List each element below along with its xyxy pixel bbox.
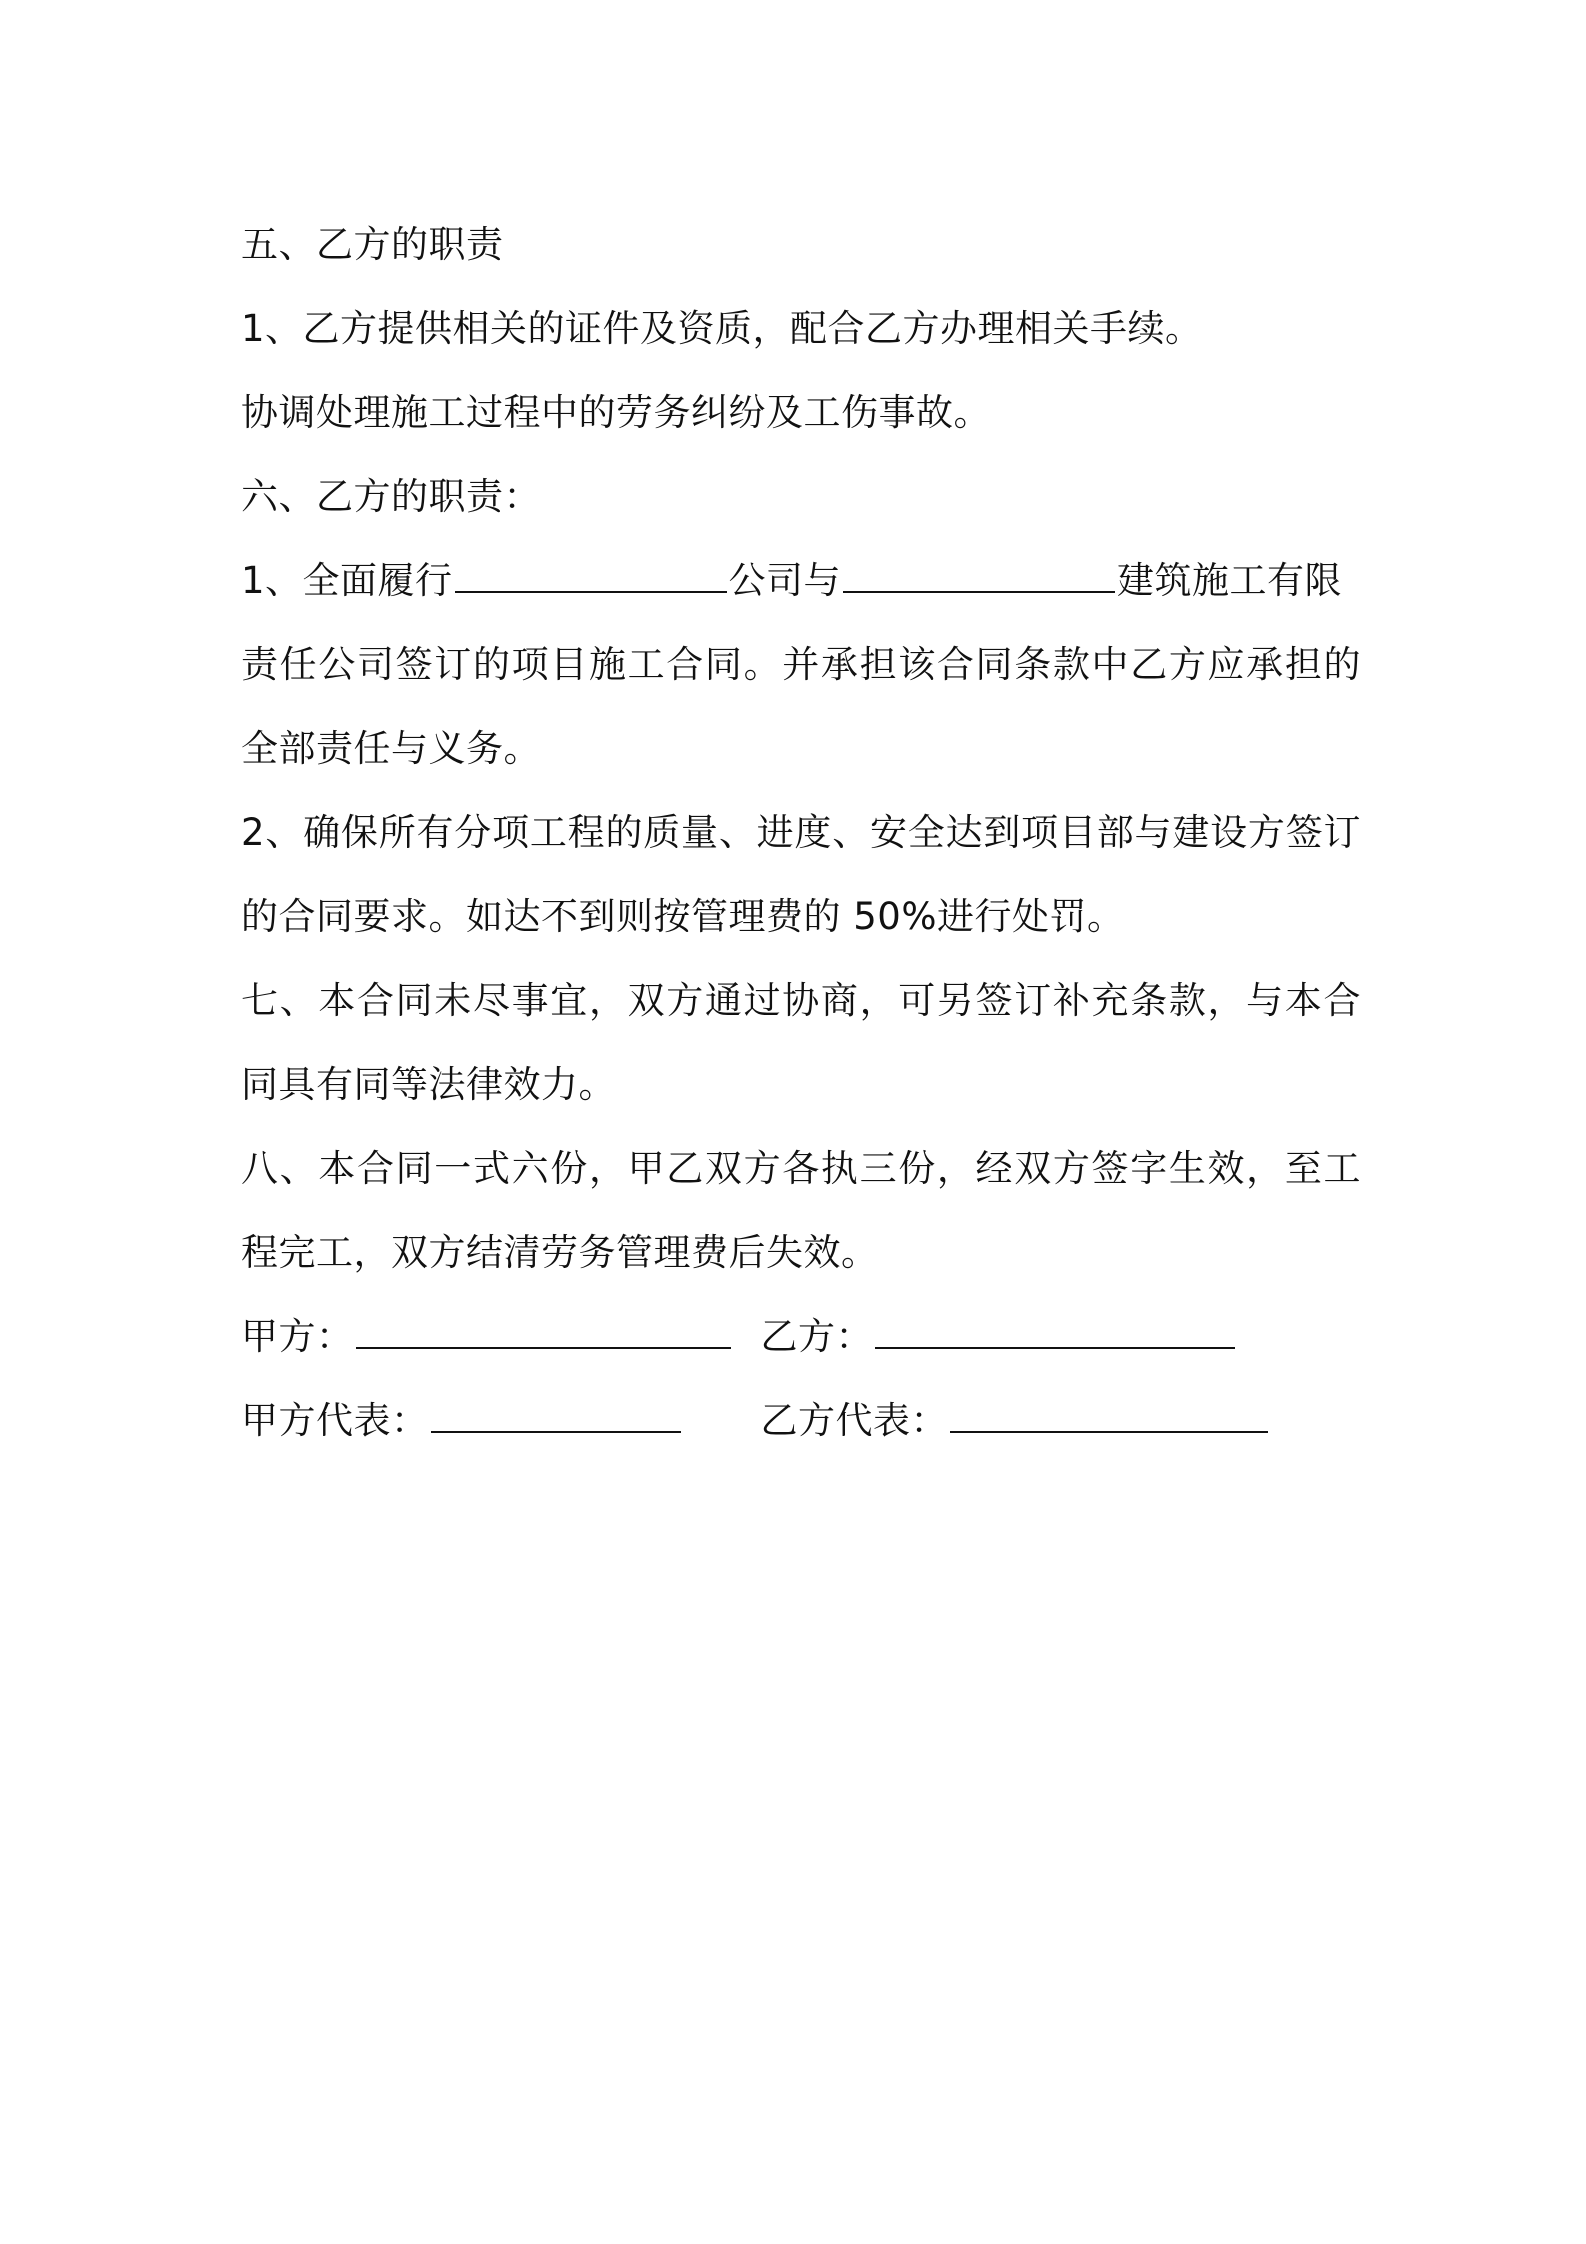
section-heading-6: 六、乙方的职责： xyxy=(241,475,541,518)
party-b-label: 乙方： xyxy=(760,1315,873,1358)
clause-7: 七、本合同未尽事宜，双方通过协商，可另签订补充条款，与本合同具有同等法律效力。 xyxy=(241,979,1361,1106)
document-body xyxy=(241,203,1361,1463)
clause-6-1-line xyxy=(241,539,1361,623)
party-a-rep-signature-line xyxy=(431,1401,681,1433)
section-heading-5: 五、乙方的职责 xyxy=(241,223,504,266)
signature-row-representatives xyxy=(241,1379,1361,1463)
clause-6-1-middle: 公司与 xyxy=(728,559,842,602)
party-b-rep-signature-line xyxy=(950,1401,1268,1433)
clause-5-1: 1、乙方提供相关的证件及资质，配合乙方办理相关手续。 xyxy=(241,307,1203,350)
company-blank-2 xyxy=(843,561,1115,593)
party-a-signature-line xyxy=(356,1317,731,1349)
clause-6-1-prefix: 1、全面履行 xyxy=(241,559,453,602)
party-a-label: 甲方： xyxy=(241,1315,354,1358)
company-blank-1 xyxy=(455,561,727,593)
clause-8: 八、本合同一式六份，甲乙双方各执三份，经双方签字生效，至工程完工，双方结清劳务管理费后失效。 xyxy=(241,1147,1361,1274)
party-b-rep-label: 乙方代表： xyxy=(760,1399,948,1442)
party-b-signature-line xyxy=(875,1317,1235,1349)
party-a-rep-label: 甲方代表： xyxy=(241,1399,429,1442)
clause-6-2: 2、确保所有分项工程的质量、进度、安全达到项目部与建设方签订的合同要求。如达不到则按管理费的 50%进行处罚。 xyxy=(241,811,1361,938)
clause-6-1-continuation: 责任公司签订的项目施工合同。并承担该合同条款中乙方应承担的全部责任与义务。 xyxy=(241,643,1361,770)
clause-6-1-suffix: 建筑施工有限 xyxy=(1117,559,1343,602)
clause-5-2: 协调处理施工过程中的劳务纠纷及工伤事故。 xyxy=(241,391,991,434)
signature-row-parties xyxy=(241,1295,1361,1379)
